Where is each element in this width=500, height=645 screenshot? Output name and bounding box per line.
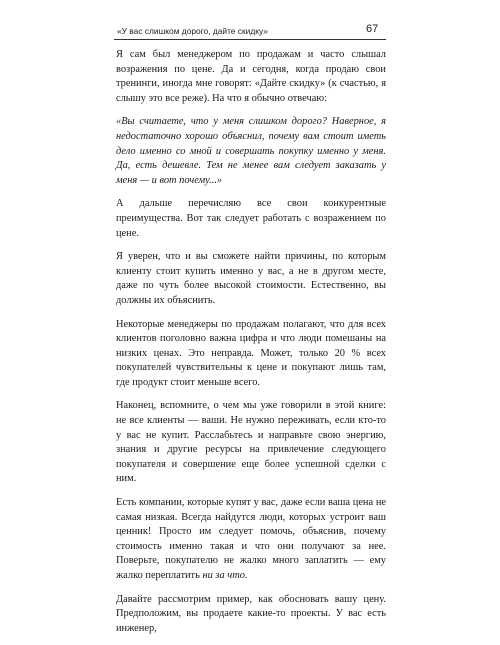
paragraph-5: Некоторые менеджеры по продажам полагают, что для всех клиентов поголовно важна цифра и что люди помешаны на низких ценах. Это неправда. Может, только 20 % всех покупателей чувствительны к цене и покупают лишь там, где продукт стоит меньше всего. — [116, 318, 386, 388]
paragraph-8: Давайте рассмотрим пример, как обосновать вашу цену. Предположим, вы продаете какие-то проекты. У вас есть инженер, — [116, 593, 386, 634]
paragraph-7-text: Есть компании, которые купят у вас, даже если ваша цена не самая низкая. Всегда найдутся люди, которых устроит ваш ценник! Просто им следует помочь, объяснив, почему стоимость именно такая и что они получают за нее. Поверьте, покупателю не жалко много заплатить — ему жалко переплатить — [116, 497, 386, 581]
paragraph-7-end: . — [244, 570, 248, 581]
paragraph-7 — [116, 496, 386, 584]
paragraph-quote: «Вы считаете, что у меня слишком дорого? Наверное, я недостаточно хорошо объяснил, почему вам стоит иметь дело именно со мной и совершать покупку именно у меня. Да, есть дешевле. Тем не менее вам следует заказать у меня — и вот почему...» — [116, 116, 386, 186]
paragraph-7-emphasis: ни за что — [202, 570, 245, 581]
paragraph-4: Я уверен, что и вы сможете найти причины, по которым клиенту стоит купить именно у вас, а не в другом месте, даже по чуть более высокой стоимости. Естественно, вы должны их объяснить. — [116, 251, 386, 306]
paragraph-1: Я сам был менеджером по продажам и часто слышал возражения по цене. Да и сегодня, когда продаю свои тренинги, иногда мне говорят: «Дайте скидку» (к счастью, я слышу это все реже). На что я обычно отвечаю: — [116, 49, 386, 104]
running-title: «У вас слишком дорого, дайте скидку» — [117, 26, 268, 36]
body-text — [116, 48, 386, 645]
paragraph-6: Наконец, вспомните, о чем мы уже говорили в этой книге: не все клиенты — ваши. Не нужно переживать, если кто-то у вас не купит. Расслабьтесь и направьте свою энергию, знания и другие ресурсы на привлечение следующего покупателя и совершение еще более успешной сделки с ним. — [116, 400, 386, 485]
header-rule — [114, 39, 386, 40]
paragraph-3: А дальше перечисляю все свои конкурентные преимущества. Вот так следует работать с возражением по цене. — [116, 198, 386, 239]
page-number: 67 — [366, 23, 379, 35]
